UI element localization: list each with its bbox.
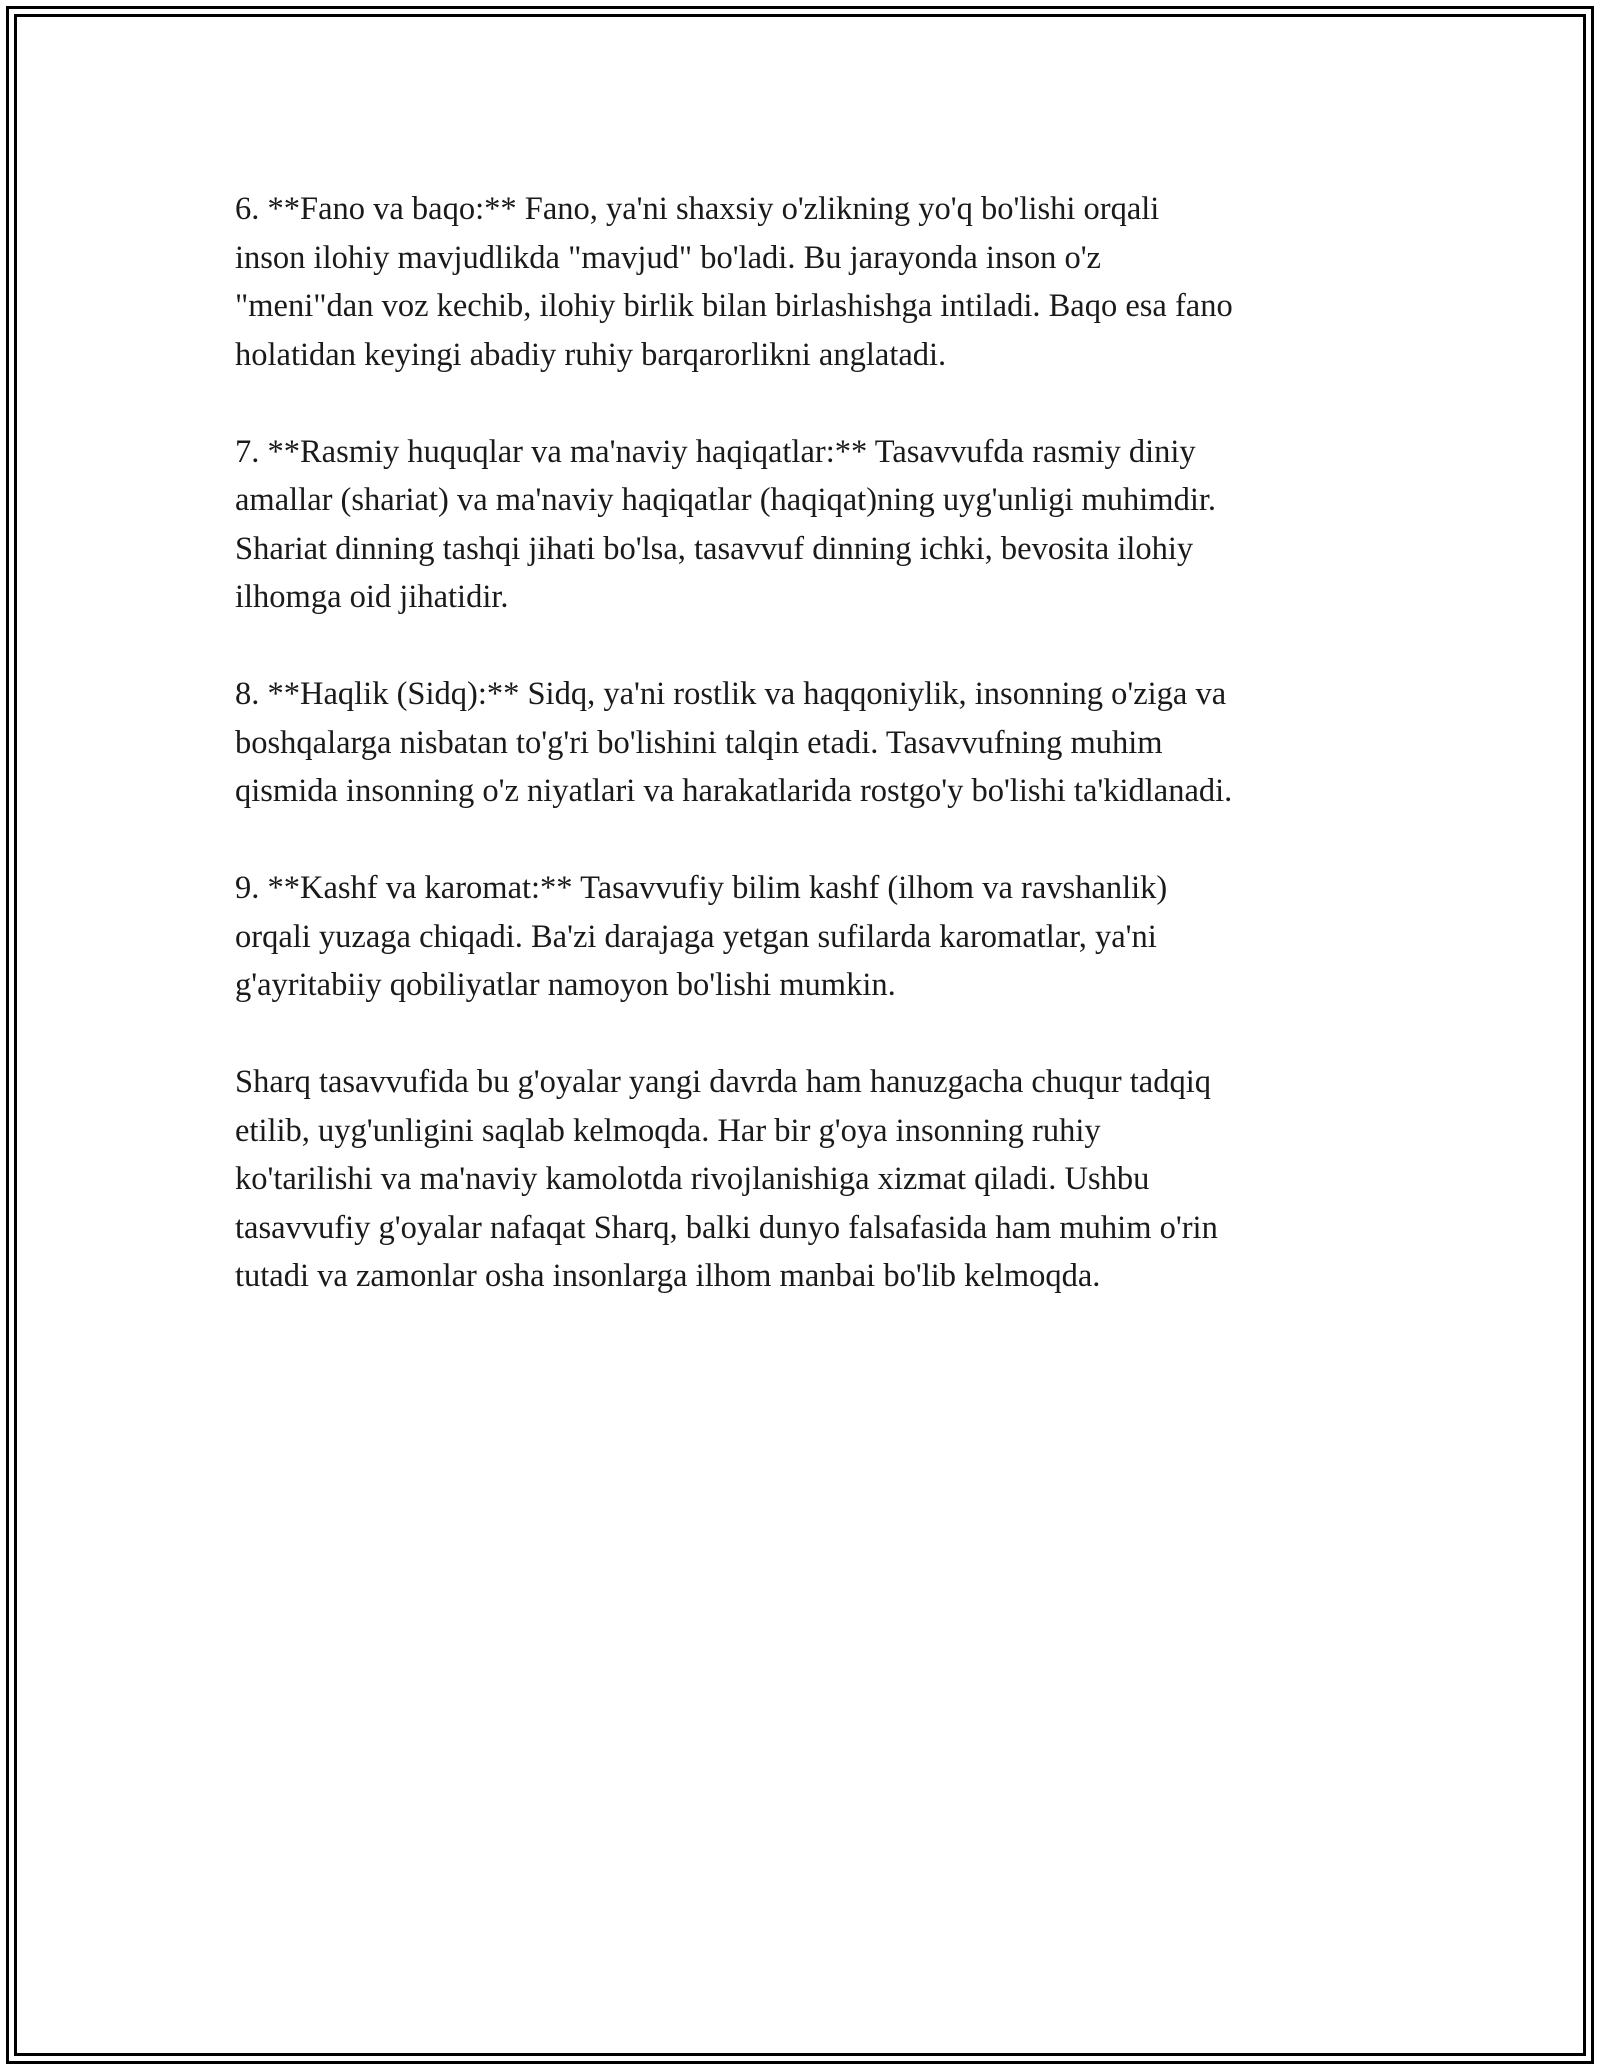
paragraph-conclusion <box>235 1058 1375 1301</box>
text-line: ko'tarilishi va ma'naviy kamolotda rivojlanishiga xizmat qiladi. Ushbu <box>235 1161 1150 1197</box>
text-line: orqali yuzaga chiqadi. Ba'zi darajaga yetgan sufilarda karomatlar, ya'ni <box>235 918 1157 955</box>
text-line: 7. **Rasmiy huquqlar va ma'naviy haqiqatlar:** Tasavvufda rasmiy diniy <box>235 433 1196 470</box>
text-line: amallar (shariat) va ma'naviy haqiqatlar (haqiqat)ning uyg'unligi muhimdir. <box>235 482 1217 518</box>
paragraph-haqlik-sidq <box>235 670 1375 816</box>
text-line: tasavvufiy g'oyalar nafaqat Sharq, balki dunyo falsafasida ham muhim o'rin <box>235 1209 1218 1246</box>
text-line: boshqalarga nisbatan to'g'ri bo'lishini talqin etadi. Tasavvufning muhim <box>235 724 1163 761</box>
text-line: 6. **Fano va baqo:** Fano, ya'ni shaxsiy o'zlikning yo'q bo'lishi orqali <box>235 191 1160 227</box>
text-line: Sharq tasavvufida bu g'oyalar yangi davrda ham hanuzgacha chuqur tadqiq <box>235 1064 1211 1100</box>
text-line: 9. **Kashf va karomat:** Tasavvufiy bilim kashf (ilhom va ravshanlik) <box>235 870 1168 906</box>
text-line: g'ayritabiiy qobiliyatlar namoyon bo'lishi mumkin. <box>235 967 896 1003</box>
text-line: qismida insonning o'z niyatlari va harakatlarida rostgo'y bo'lishi ta'kidlanadi. <box>235 773 1233 809</box>
document-body <box>235 185 1375 1349</box>
text-line: "meni"dan voz kechib, ilohiy birlik bilan birlashishga intiladi. Baqo esa fano <box>235 288 1233 324</box>
paragraph-fano-va-baqo <box>235 185 1375 379</box>
text-line: ilhomga oid jihatidir. <box>235 579 509 615</box>
text-line: inson ilohiy mavjudlikda "mavjud" bo'ladi. Bu jarayonda inson o'z <box>235 239 1101 276</box>
paragraph-rasmiy-huquqlar <box>235 428 1375 622</box>
text-line: tutadi va zamonlar osha insonlarga ilhom manbai bo'lib kelmoqda. <box>235 1258 1101 1294</box>
text-line: etilib, uyg'unligini saqlab kelmoqda. Har bir g'oya insonning ruhiy <box>235 1112 1101 1149</box>
paragraph-kashf-va-karomat <box>235 864 1375 1010</box>
text-line: holatidan keyingi abadiy ruhiy barqarorlikni anglatadi. <box>235 336 947 373</box>
text-line: 8. **Haqlik (Sidq):** Sidq, ya'ni rostlik va haqqoniylik, insonning o'ziga va <box>235 676 1227 712</box>
text-line: Shariat dinning tashqi jihati bo'lsa, tasavvuf dinning ichki, bevosita ilohiy <box>235 530 1194 567</box>
